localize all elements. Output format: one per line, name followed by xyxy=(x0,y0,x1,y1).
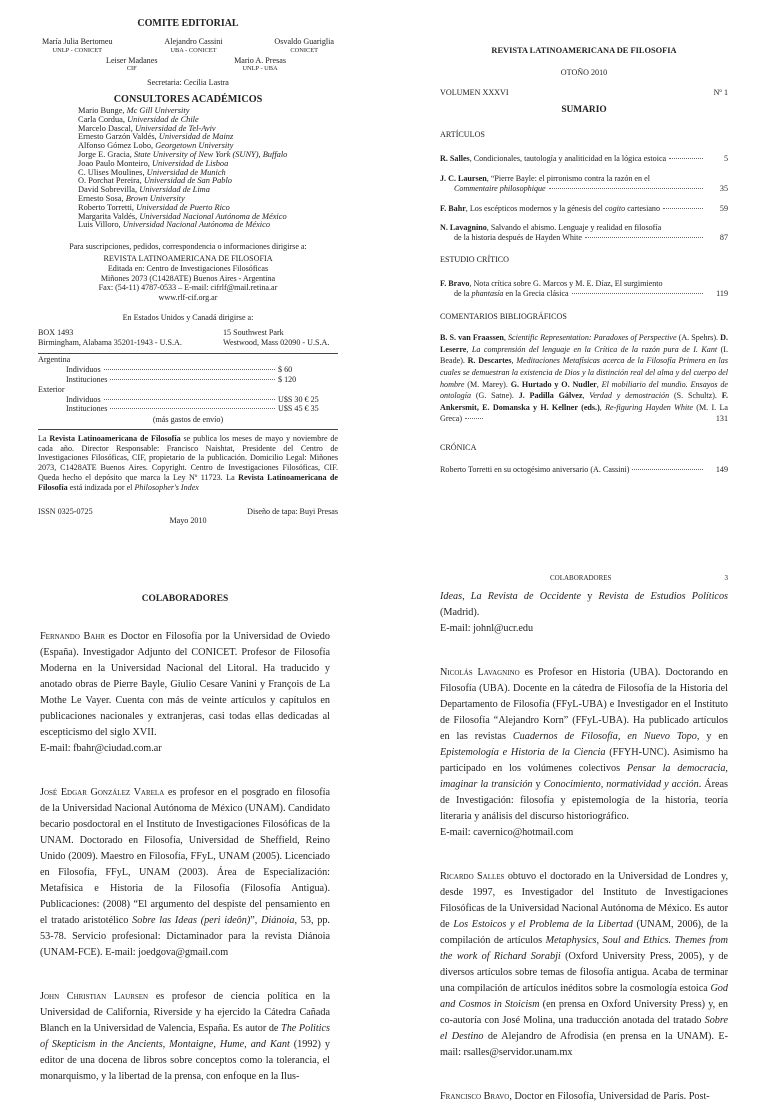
running-header: COLABORADORES 3 xyxy=(550,574,728,582)
toc-entry[interactable]: J. C. Laursen, “Pierre Bayle: el pirronismo contra la razón en el Commentaire philosophique 35 xyxy=(440,173,728,193)
editorial-page xyxy=(38,18,338,526)
editors-row-1 xyxy=(38,37,338,56)
toc-entry[interactable]: N. Lavagnino, Salvando el abismo. Lenguaje y realidad en filosofía de la historia después de Hayden White 87 xyxy=(440,223,728,243)
usa-address-right: 15 Southwest Park Westwood, Mass 02090 - U.S.A. xyxy=(223,327,330,347)
consultor-item: Alfonso Gómez Lobo, Georgetown University xyxy=(78,141,234,151)
editor: Osvaldo Guariglia CONICET xyxy=(274,37,334,54)
consultor-item: C. Ulises Moulines, Universidad de Munich xyxy=(78,167,226,177)
bio-gonzalez-varela: José Edgar González Varela es profesor en el posgrado en filosofía de la Universidad Nacional Autónoma de México (UNAM). Candidato becario posdoctoral en el Instituto de Investigaciones Filosóficas de la UNAM. Doctorado en Filosofía, Universidad de Sheffield, Reino Unido (2009). Maestro en Filosofía, FFyL, UNAM (2005). Licenciado en Filosofía, FFyL, UNAM (2003). Área de Especialización: Metafísica e Historia de la Filosofía (Filosofía Antigua). Publicaciones: (2008) “El argumento del despiste del pensamiento en el tratado aristotélico Sobre las Ideas (peri ideôn)”, Diánoia, 53, pp. 53-78. Servicio profesional: Dictaminador para la revista Diánoia (UNAM-FCE). E-mail: joedgova@gmail.com xyxy=(40,787,330,958)
consultores-title: CONSULTORES ACADÉMICOS xyxy=(113,93,263,105)
section-comentarios: COMENTARIOS BIBLIOGRÁFICOS B. S. van Fraassen, Scientific Representation: Paradoxes of Perspective (A. Spehrs). D. Leserre, La comprensión del lenguaje en la Crítica de la razón pura de I. Kant (I. Beade). R. Descartes, Meditaciones Metafísicas acerca de la Filosofía Primera en las cuales se demuestran la existencia de Dios y la distinción real del alma y del cuerpo del hombre (M. Marey). G. Hurtado y O. Nudler, El mobiliario del mundio. Ensayos de ontología (G. Satne). J. Padilla Gálvez, Verdad y demostración (S. Schultz). F. Ankersmit, E. Domanska y H. Kellner (eds.), Re-figuring Hayden White (M. I. La Greca) 131 xyxy=(440,312,729,424)
bio-lavagnino: Nicolás Lavagnino es Profesor en Historia (UBA). Doctorando en Filosofía (UBA). Docente en la cátedra de Filosofía de la Historia del Departamento de Filosofía (FFyL-UBA) e Investigador en el Instituto de Filosofía “Alejandro Korn” (FFyL-UBA). Ha publicado artículos en las revistas Cuadernos de Filosofía, en Nuevo Topo, y en Epistemología e Historia de la Ciencia (FFYH-UNC). Asimismo ha participado en los volúmenes colectivos Pensar la democracia, imaginar la transición y Conocimiento, normatividad y acción. Áreas de Investigación: filosofía y epistemología de la historia, teoría literaria y análisis del discurso historiográfico. E-mail: cavernico@hotmail.com xyxy=(440,666,729,838)
section-articulos: ARTÍCULOS R. Salles, Condicionales, tautología y analiticidad en la lógica estoica 5 J. C. Laursen, “Pierre Bayle: el pirronismo contra la razón en el Commentaire philosophique 35 F. Bahr, Los escépticos modernos y la génesis del cogito cartesiano 59 N. Lavagnino, Salvando el abismo. Lenguaje y realidad en filosofía de la historia después de Hayden White 87 xyxy=(440,130,728,243)
usa-address-left: BOX 1493 Birmingham, Alabama 35201-1943 - U.S.A. xyxy=(38,327,182,347)
issn: ISSN 0325-0725 xyxy=(38,506,93,516)
usa-intro: En Estados Unidos y Canadá dirigirse a: xyxy=(122,312,254,322)
editor: Alejandro Cassini UBA - CONICET xyxy=(164,37,223,54)
editors-row-2 xyxy=(38,56,338,75)
bio-laursen: John Christian Laursen es profesor de ciencia política en la Universidad de California, Riverside y ha ejercido la Cátedra Cañada Blanch en la Universidad de Valencia, España. Es autor de The Politics of Skepticism in the Ancients, Montaigne, Hume, and Kant (1992) y editor de una docena de libros sobre conceptos como la tolerancia, el monarquismo, y la libertad de la prensa, con enfoque en la Ilus- xyxy=(40,991,331,1082)
section-estudio-critico: ESTUDIO CRÍTICO F. Bravo, Nota crítica sobre G. Marcos y M. E. Díaz, El surgimiento de la phantasía en la Grecia clásica 119 xyxy=(440,254,728,298)
address-block: REVISTA LATINOAMERICANA DE FILOSOFIA Editada en: Centro de Investigaciones Filosóficas Miñones 2073 (C1428ATE) Buenos Aires - Argentina Fax: (54-11) 4787-0533 – E-mail: cifrlf@mail.retina.ar www.rlf-cif.org.ar xyxy=(98,253,278,303)
toc-entry[interactable]: F. Bravo, Nota crítica sobre G. Marcos y M. E. Díaz, El surgimiento de la phantasía en la Grecia clásica 119 xyxy=(440,278,728,298)
diseno: Diseño de tapa: Buyi Presas xyxy=(247,506,338,516)
bio-bravo: Francisco Bravo, Doctor en Filosofía, Universidad de París. Post- xyxy=(440,1090,710,1102)
contents-page xyxy=(440,46,728,485)
page-number: 3 xyxy=(724,574,728,582)
comentarios-list[interactable]: B. S. van Fraassen, Scientific Representation: Paradoxes of Perspective (A. Spehrs). D. Leserre, La comprensión del lenguaje en la Crítica de la razón pura de I. Kant (I. Beade). R. Descartes, Meditaciones Metafísicas acerca de la Filosofía Primera en las cuales se demuestran la existencia de Dios y la distinción real del alma y del cuerpo del hombre (M. Marey). G. Hurtado y O. Nudler, El mobiliario del mundio. Ensayos de ontología (G. Satne). J. Padilla Gálvez, Verdad y demostración (S. Schultz). F. Ankersmit, E. Domanska y H. Kellner (eds.), Re-figuring Hayden White (M. I. La Greca) 131 xyxy=(440,333,729,424)
divider xyxy=(38,353,338,354)
toc-entry[interactable]: F. Bahr, Los escépticos modernos y la génesis del cogito cartesiano 59 xyxy=(440,203,728,213)
consultor-item: Margarita Valdés, Universidad Nacional Autónoma de México xyxy=(78,211,287,221)
consultor-item: Marcelo Dascal, Universidad de Tel-Aviv xyxy=(78,123,216,133)
sumario-title: SUMARIO xyxy=(561,105,607,116)
colophon xyxy=(38,507,338,517)
fecha: Mayo 2010 xyxy=(169,516,207,526)
bio-salles: Ricardo Salles obtuvo el doctorado en la Universidad de Londres y, desde 1997, es Investigador del Instituto de Investigaciones Filosóficas de la Universidad Nacional Autónoma de México. Es autor de Los Estoicos y el Problema de la Libertad (UNAM, 2006), de la compilación de artículos Metaphysics, Soul and Ethics. Themes from the work of Richard Sorabji (Oxford University Press, 2005), y de diversos artículos sobre temas de filosofía antigua. Acaba de terminar una compilación de artículos inéditos sobre la cosmología estoica God and Cosmos in Stoicism (en prensa en Oxford University Press) y, en co-autoría con José Molina, una traducción anotada del tratado Sobre el Destino de Alejandro de Afrodisia (en prensa en la UNAM). E-mail: rsalles@servidor.unam.mx xyxy=(440,870,729,1058)
consultor-item: David Sobrevilla, Universidad de Lima xyxy=(78,185,210,195)
consultor-item: Jorge E. Gracia, State University of New York (SUNY), Buffalo xyxy=(78,149,288,159)
consultor-item: Ernesto Sosa, Brown University xyxy=(78,193,185,203)
comite-title: COMITE EDITORIAL xyxy=(137,18,239,29)
legal-notice: La Revista Latinoamericana de Filosofía se publica los meses de mayo y noviembre de cada año. Director Responsable: Francisco Naishtat, Presidente del Centro de Investigaciones Filosóficas, CIF, propietario de la publicación. Domicilio Legal: Miñones 2073, C1428ATE Buenos Aires. Copyright. Centro de Investigaciones Filosóficas, CIF. Queda hecho el depósito que marca la Ley Nº 11723. La Revista Latinoamericana de Filosofía está indizada por el Philosopher's Index xyxy=(38,433,339,492)
volume-line xyxy=(440,88,728,98)
consultor-item: Roberto Torretti, Universidad de Puerto Rico xyxy=(78,202,230,212)
colaboradores-title: COLABORADORES xyxy=(141,594,229,604)
editor: Leiser Madanes CIF xyxy=(106,55,158,73)
editor: María Julia Bertomeu UNLP - CONICET xyxy=(42,37,113,54)
colaboradores-page-right xyxy=(440,574,728,1105)
volume: VOLUMEN XXXVI xyxy=(440,87,509,97)
secretaria: Secretaria: Cecilia Lastra xyxy=(147,78,229,88)
consultor-item: O. Porchat Pereira, Universidad de San Pablo xyxy=(78,176,232,186)
consultor-item: Mario Bunge, Mc Gill University xyxy=(78,105,190,115)
consultor-item: Carla Cordua, Universidad de Chile xyxy=(78,114,199,124)
suscripciones-text: Para suscripciones, pedidos, correspondencia o informaciones dirigirse a: xyxy=(69,242,307,252)
bio-bahr: Fernando Bahr es Doctor en Filosofía por la Universidad de Oviedo (España). Investigador Adjunto del CONICET. Profesor de Filosofía Moderna en la Universidad Nacional del Litoral. Ha traducido y anotado obras de Pierre Bayle, Giulio Cesare Vanini y François de La Mothe Le Vayer. Cuenta con más de veinte artículos y capítulos en publicaciones nacionales y extranjeras, casi todas ellas dedicadas al escepticismo del siglo XVII. E-mail: fbahr@ciudad.com.ar xyxy=(40,631,330,754)
consultores-list xyxy=(38,107,338,230)
consultor-item: Luis Villoro, Universidad Nacional Autónoma de México xyxy=(78,220,271,230)
editor: Mario A. Presas UNLP - UBA xyxy=(234,55,286,73)
consultor-item: Joao Paulo Monteiro, Universidad de Lisboa xyxy=(78,158,229,168)
section-cronica: CRÓNICA Roberto Torretti en su octogésimo aniversario (A. Cassini) 149 xyxy=(440,442,728,474)
toc-entry[interactable]: R. Salles, Condicionales, tautología y analiticidad en la lógica estoica 5 xyxy=(440,154,728,164)
colaboradores-page-left xyxy=(40,594,330,1085)
number: Nº 1 xyxy=(713,87,728,97)
journal-title: REVISTA LATINOAMERICANA DE FILOSOFIA xyxy=(491,46,677,55)
usa-addresses xyxy=(38,328,338,348)
price-list: Argentina Individuos $ 60 Instituciones $ 120 Exterior Individuos U$S 30 € 25 Instituciones U$S 45 € 35 (más gastos de envío) xyxy=(38,355,319,425)
consultor-item: Ernesto Garzón Valdés, Universidad de Mainz xyxy=(78,132,234,142)
bio-laursen-cont: Ideas, La Revista de Occidente y Revista de Estudios Políticos (Madrid). E-mail: johnl@ucr.edu xyxy=(440,590,728,634)
toc-entry[interactable]: Roberto Torretti en su octogésimo aniversario (A. Cassini) 149 xyxy=(440,464,728,474)
divider xyxy=(38,429,338,430)
season: OTOÑO 2010 xyxy=(560,67,608,77)
